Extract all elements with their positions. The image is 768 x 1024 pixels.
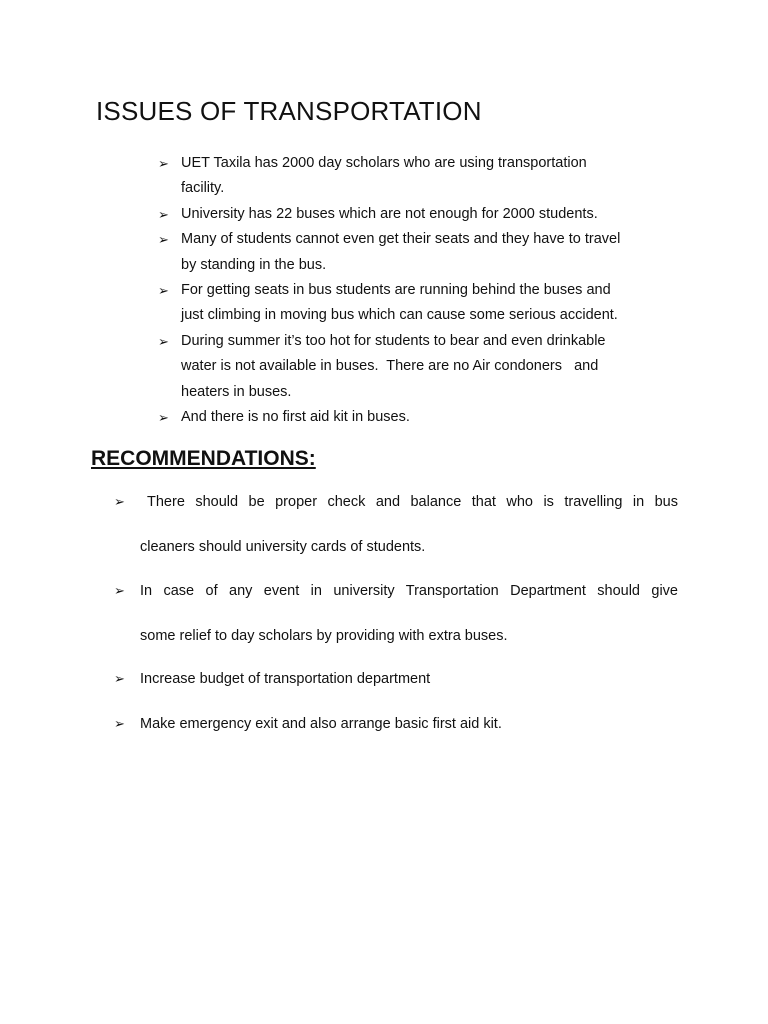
recommendation-text: In case of any event in university Transportation Department should give [140,583,678,599]
recommendation-text: Increase budget of transportation department [140,671,431,687]
arrow-bullet-icon: ➢ [114,671,125,686]
recommendation-text: Make emergency exit and also arrange basic first aid kit. [140,716,502,732]
list-item-text: Many of students cannot even get their seats and they have to travel [181,231,621,248]
list-item-text: water is not available in buses. There are no Air condoners and [181,358,599,375]
recommendation-item [114,713,678,735]
recommendation-text-continued: cleaners should university cards of students. [140,539,426,555]
list-item-text: UET Taxila has 2000 day scholars who are using transportation [181,155,587,171]
arrow-bullet-icon: ➢ [158,283,169,299]
list-item [158,405,688,430]
list-item-text: by standing in the bus. [181,256,327,273]
arrow-bullet-icon: ➢ [158,232,169,248]
list-item [158,329,688,405]
recommendation-item [114,668,678,690]
recommendation-item [114,580,678,647]
arrow-bullet-icon: ➢ [114,583,125,598]
arrow-bullet-icon: ➢ [158,156,169,171]
recommendation-text-continued: some relief to day scholars by providing with extra buses. [140,628,508,644]
recommendation-text: There should be proper check and balance that who is travelling in bus [147,494,678,510]
issues-list [158,151,688,430]
recommendation-item [114,491,678,558]
issues-heading: ISSUES OF TRANSPORTATION [96,96,482,126]
arrow-bullet-icon: ➢ [158,333,169,349]
list-item-text: For getting seats in bus students are running behind the buses and [181,282,611,299]
list-item-text: University has 22 buses which are not enough for 2000 students. [181,205,598,222]
list-item [158,278,688,329]
list-item-text: facility. [181,180,225,197]
arrow-bullet-icon: ➢ [158,410,169,426]
arrow-bullet-icon: ➢ [158,206,169,222]
arrow-bullet-icon: ➢ [114,716,125,731]
list-item-text: just climbing in moving bus which can cause some serious accident. [181,307,618,324]
arrow-bullet-icon: ➢ [114,494,125,509]
recommendations-heading: RECOMMENDATIONS: [91,447,316,470]
list-item [158,227,688,278]
list-item-text: During summer it’s too hot for students to bear and even drinkable [181,332,606,349]
list-item [158,151,688,202]
list-item-text: heaters in buses. [181,383,292,400]
list-item-text: And there is no first aid kit in buses. [181,409,410,426]
list-item [158,202,688,227]
